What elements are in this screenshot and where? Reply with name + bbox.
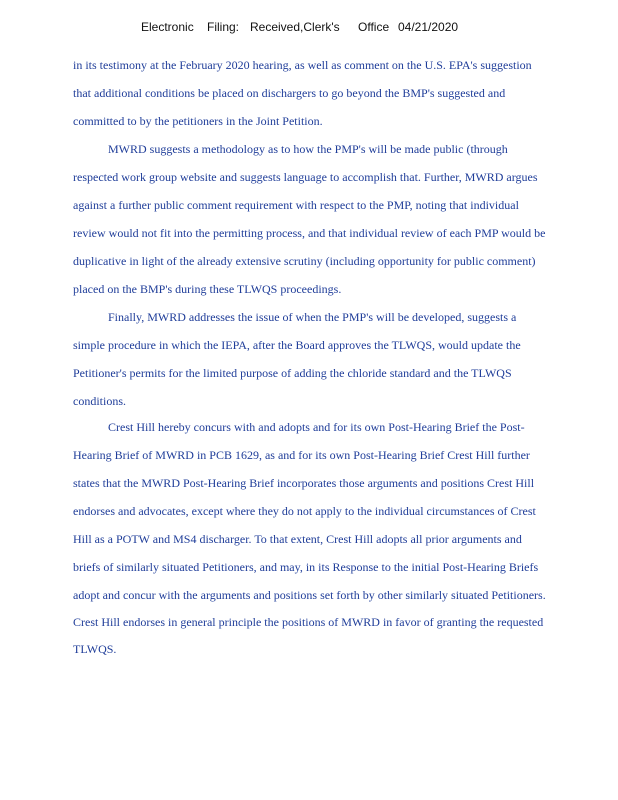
filing-header — [0, 20, 618, 36]
text-line: committed to by the petitioners in the Joint Petition. — [73, 114, 323, 128]
paragraph-start-line: Crest Hill hereby concurs with and adopts and for its own Post-Hearing Brief the Post- — [108, 420, 525, 434]
paragraph-start-line: MWRD suggests a methodology as to how the PMP's will be made public (through — [108, 142, 508, 156]
text-line: Crest Hill endorses in general principle the positions of MWRD in favor of granting the requested — [73, 615, 544, 629]
text-line: simple procedure in which the IEPA, after the Board approves the TLWQS, would update the — [73, 338, 521, 352]
text-line: duplicative in light of the already extensive scrutiny (including opportunity for public comment) — [73, 254, 536, 268]
text-line: TLWQS. — [73, 642, 117, 656]
text-line: Hill as a POTW and MS4 discharger. To that extent, Crest Hill adopts all prior arguments and — [73, 532, 522, 546]
header-date: 04/21/2020 — [398, 20, 459, 34]
paragraph-start-line: Finally, MWRD addresses the issue of when the PMP's will be developed, suggests a — [108, 310, 517, 324]
text-line: Hearing Brief of MWRD in PCB 1629, as and for its own Post-Hearing Brief Crest Hill further — [73, 448, 530, 462]
text-line: briefs of similarly situated Petitioners, and may, in its Response to the initial Post-Hearing Briefs — [73, 560, 539, 574]
header-office: Office — [358, 20, 390, 34]
header-electronic: Electronic — [141, 20, 194, 34]
text-line: against a further public comment requirement with respect to the PMP, noting that individual — [73, 198, 519, 212]
text-line: respected work group website and suggests language to accomplish that. Further, MWRD argues — [73, 170, 538, 184]
text-line: states that the MWRD Post-Hearing Brief incorporates those arguments and positions Crest Hill — [73, 476, 535, 490]
text-line: placed on the BMP's during these TLWQS proceedings. — [73, 282, 342, 296]
text-line: in its testimony at the February 2020 hearing, as well as comment on the U.S. EPA's suggestion — [73, 58, 532, 72]
text-line: endorses and advocates, except where they do not apply to the individual circumstances of Crest — [73, 504, 536, 518]
text-line: conditions. — [73, 394, 126, 408]
header-filing: Filing: — [207, 20, 240, 34]
header-received: Received,Clerk's — [250, 20, 340, 34]
text-line: that additional conditions be placed on dischargers to go beyond the BMP's suggested and — [73, 86, 506, 100]
text-line: Petitioner's permits for the limited purpose of adding the chloride standard and the TLWQS — [73, 366, 512, 380]
text-line: adopt and concur with the arguments and positions set forth by other similarly situated Petitioners. — [73, 588, 546, 602]
text-line: review would not fit into the permitting process, and that individual review of each PMP would be — [73, 226, 546, 240]
